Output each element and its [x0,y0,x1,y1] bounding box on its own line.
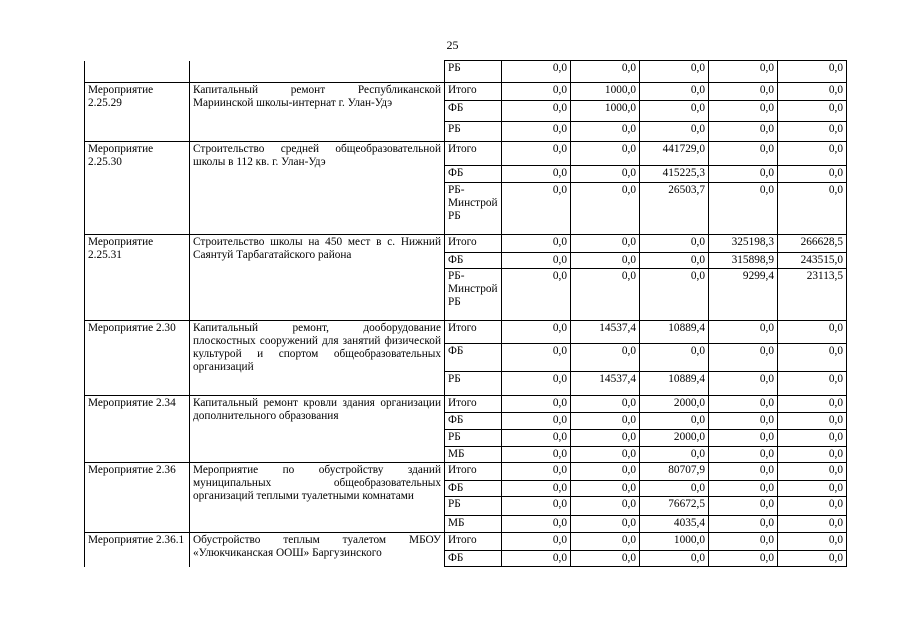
amount-cell: 0,0 [571,235,640,253]
amount-cell: 0,0 [640,253,709,269]
amount-cell: 0,0 [571,142,640,166]
amount-cell: 0,0 [709,516,778,533]
amount-cell: 243515,0 [778,253,847,269]
amount-cell: 9299,4 [709,269,778,321]
amount-cell: 0,0 [571,269,640,321]
amount-cell: 0,0 [571,61,640,83]
amount-cell: 0,0 [571,463,640,481]
funding-source-cell: Итого [445,533,502,551]
amount-cell: 415225,3 [640,166,709,183]
amount-cell: 0,0 [571,497,640,516]
amount-cell: 441729,0 [640,142,709,166]
funding-source-cell: ФБ [445,481,502,497]
measure-name-cell [190,61,445,83]
amount-cell: 0,0 [571,533,640,551]
funding-source-cell: МБ [445,516,502,533]
measure-name-cell: Капитальный ремонт Республиканской Мариинской школы-интернат г. Улан-Удэ [190,83,445,142]
amount-cell: 0,0 [571,430,640,447]
amount-cell: 0,0 [571,344,640,372]
amount-cell: 1000,0 [571,101,640,122]
amount-cell: 0,0 [778,481,847,497]
amount-cell: 1000,0 [571,83,640,101]
amount-cell: 14537,4 [571,321,640,344]
table-row [85,533,847,551]
amount-cell: 0,0 [571,516,640,533]
amount-cell: 325198,3 [709,235,778,253]
measure-id-cell: Мероприятие 2.25.31 [85,235,190,321]
amount-cell: 0,0 [778,166,847,183]
amount-cell: 76672,5 [640,497,709,516]
amount-cell: 0,0 [640,83,709,101]
funding-source-cell: Итого [445,235,502,253]
measure-name-cell: Капитальный ремонт, дооборудование плоскостных сооружений для занятий физической культурой и спортом общеобразовательных организаций [190,321,445,396]
funding-source-cell: Итого [445,142,502,166]
amount-cell: 0,0 [502,372,571,396]
amount-cell: 0,0 [640,344,709,372]
amount-cell: 0,0 [640,122,709,142]
measure-id-cell: Мероприятие 2.36.1 [85,533,190,567]
amount-cell: 315898,9 [709,253,778,269]
amount-cell: 0,0 [709,497,778,516]
amount-cell: 0,0 [502,533,571,551]
amount-cell: 0,0 [778,83,847,101]
amount-cell: 0,0 [502,430,571,447]
funding-source-cell: РБ [445,61,502,83]
funding-source-cell: ФБ [445,101,502,122]
amount-cell: 0,0 [640,269,709,321]
amount-cell: 0,0 [778,497,847,516]
table-row [85,321,847,344]
amount-cell: 0,0 [502,235,571,253]
funding-source-cell: РБ [445,122,502,142]
amount-cell: 0,0 [709,183,778,235]
funding-source-cell: ФБ [445,344,502,372]
page-number: 25 [446,38,459,52]
amount-cell: 10889,4 [640,372,709,396]
table-row [85,61,847,83]
amount-cell: 0,0 [640,61,709,83]
measure-name-cell: Строительство средней общеобразовательной школы в 112 кв. г. Улан-Удэ [190,142,445,235]
amount-cell: 0,0 [640,481,709,497]
amount-cell: 0,0 [640,101,709,122]
amount-cell: 0,0 [502,447,571,463]
amount-cell: 0,0 [571,122,640,142]
measure-id-cell: Мероприятие 2.34 [85,396,190,463]
budget-table [84,60,847,567]
amount-cell: 0,0 [778,463,847,481]
amount-cell: 0,0 [502,497,571,516]
measure-id-cell [85,61,190,83]
table-row [85,463,847,481]
amount-cell: 0,0 [502,551,571,567]
funding-source-cell: РБ-Минстрой РБ [445,269,502,321]
amount-cell: 0,0 [778,101,847,122]
table-row [85,396,847,413]
amount-cell: 2000,0 [640,430,709,447]
amount-cell: 0,0 [502,396,571,413]
amount-cell: 0,0 [502,253,571,269]
measure-id-cell: Мероприятие 2.25.29 [85,83,190,142]
amount-cell: 0,0 [778,183,847,235]
measure-id-cell: Мероприятие 2.30 [85,321,190,396]
amount-cell: 0,0 [502,142,571,166]
amount-cell: 0,0 [778,61,847,83]
amount-cell: 0,0 [778,551,847,567]
amount-cell: 0,0 [709,83,778,101]
amount-cell: 0,0 [571,481,640,497]
amount-cell: 0,0 [502,183,571,235]
amount-cell: 0,0 [571,253,640,269]
measure-id-cell: Мероприятие 2.25.30 [85,142,190,235]
amount-cell: 26503,7 [640,183,709,235]
amount-cell: 0,0 [640,447,709,463]
amount-cell: 0,0 [571,396,640,413]
amount-cell: 80707,9 [640,463,709,481]
amount-cell: 0,0 [709,551,778,567]
amount-cell: 0,0 [709,142,778,166]
amount-cell: 0,0 [778,447,847,463]
amount-cell: 0,0 [709,321,778,344]
amount-cell: 0,0 [709,413,778,430]
amount-cell: 0,0 [571,447,640,463]
amount-cell: 0,0 [640,413,709,430]
amount-cell: 266628,5 [778,235,847,253]
amount-cell: 0,0 [778,396,847,413]
amount-cell: 0,0 [709,396,778,413]
amount-cell: 0,0 [709,430,778,447]
funding-source-cell: РБ-Минстрой РБ [445,183,502,235]
measure-id-cell: Мероприятие 2.36 [85,463,190,533]
amount-cell: 0,0 [502,463,571,481]
table-row [85,142,847,166]
amount-cell: 0,0 [709,481,778,497]
amount-cell: 0,0 [502,122,571,142]
amount-cell: 0,0 [709,447,778,463]
amount-cell: 0,0 [502,101,571,122]
amount-cell: 0,0 [502,516,571,533]
amount-cell: 0,0 [709,101,778,122]
measure-name-cell: Обустройство теплым туалетом МБОУ «Улюкчиканская ООШ» Баргузинского [190,533,445,567]
amount-cell: 0,0 [502,321,571,344]
funding-source-cell: ФБ [445,413,502,430]
table-row [85,235,847,253]
measure-name-cell: Мероприятие по обустройству зданий муниципальных общеобразовательных организаций теплыми туалетными комнатами [190,463,445,533]
funding-source-cell: РБ [445,372,502,396]
amount-cell: 1000,0 [640,533,709,551]
amount-cell: 2000,0 [640,396,709,413]
amount-cell: 0,0 [778,321,847,344]
amount-cell: 0,0 [640,551,709,567]
amount-cell: 0,0 [778,413,847,430]
amount-cell: 0,0 [502,61,571,83]
measure-name-cell: Капитальный ремонт кровли здания организации дополнительного образования [190,396,445,463]
amount-cell: 0,0 [709,61,778,83]
amount-cell: 0,0 [502,413,571,430]
funding-source-cell: Итого [445,83,502,101]
table-row [85,83,847,101]
budget-table-body [85,61,847,567]
amount-cell: 0,0 [778,516,847,533]
amount-cell: 0,0 [709,344,778,372]
funding-source-cell: Итого [445,463,502,481]
amount-cell: 0,0 [709,122,778,142]
amount-cell: 14537,4 [571,372,640,396]
amount-cell: 0,0 [571,413,640,430]
amount-cell: 0,0 [778,344,847,372]
funding-source-cell: МБ [445,447,502,463]
funding-source-cell: Итого [445,396,502,413]
amount-cell: 10889,4 [640,321,709,344]
funding-source-cell: Итого [445,321,502,344]
amount-cell: 4035,4 [640,516,709,533]
funding-source-cell: РБ [445,497,502,516]
amount-cell: 0,0 [778,533,847,551]
amount-cell: 0,0 [709,372,778,396]
amount-cell: 0,0 [709,166,778,183]
amount-cell: 0,0 [778,122,847,142]
amount-cell: 0,0 [778,142,847,166]
funding-source-cell: ФБ [445,253,502,269]
amount-cell: 0,0 [778,430,847,447]
measure-name-cell: Строительство школы на 450 мест в с. Нижний Саянтуй Тарбагатайского района [190,235,445,321]
amount-cell: 0,0 [709,533,778,551]
amount-cell: 0,0 [778,372,847,396]
amount-cell: 0,0 [502,166,571,183]
amount-cell: 0,0 [502,83,571,101]
funding-source-cell: РБ [445,430,502,447]
amount-cell: 23113,5 [778,269,847,321]
funding-source-cell: ФБ [445,166,502,183]
amount-cell: 0,0 [502,344,571,372]
amount-cell: 0,0 [502,481,571,497]
amount-cell: 0,0 [709,463,778,481]
amount-cell: 0,0 [571,551,640,567]
amount-cell: 0,0 [502,269,571,321]
amount-cell: 0,0 [571,183,640,235]
funding-source-cell: ФБ [445,551,502,567]
amount-cell: 0,0 [640,235,709,253]
amount-cell: 0,0 [571,166,640,183]
